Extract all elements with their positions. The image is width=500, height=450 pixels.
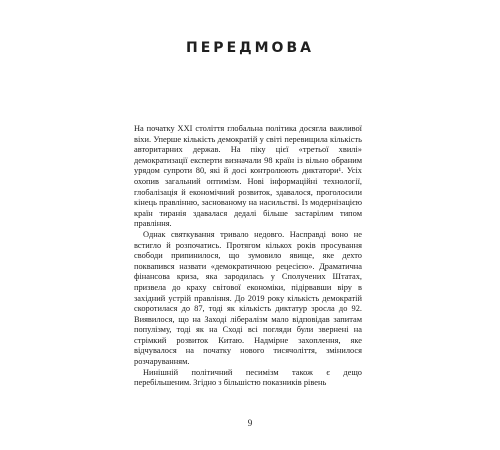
paragraph: Нинішній політичний песимізм також є дещо перебільшеним. Згідно з більшістю показників рівень bbox=[134, 367, 362, 388]
paragraph: Однак святкування тривало недовго. Насправді воно не встигло й розпочатись. Протягом кількох років просування свободи припинилося, що зумовило явище, яке дехто поквапився назвати «демократичною рецесією». Драматична фінансова криза, яка зародилась у Сполучених Штатах, призвела до краху світової економіки, підірвавши віру в західний устрій правління. До 2019 року кількість демократій скоротилася до 87, тоді як кількість диктатур зросла до 92. Виявилося, що на Заході лібералізм мало відповідав запитам популізму, тоді як на Сході всі погляди були звернені на стрімкий розвиток Китаю. Надмірне захоплення, яке відчувалося на початку нового тисячоліття, змінилося розчаруванням. bbox=[134, 229, 362, 367]
paragraph: На початку XXI століття глобальна політика досягла важливої віхи. Уперше кількість демократій у світі перевищила кількість авторитарних держав. На піку цієї «третьої хвилі» демократизації експерти визначали 98 країн із вільно обраним урядом супроти 80, які й досі контролюють диктатори¹. Усіх охопив загальний оптимізм. Нові інформаційні технології, глобалізація й економічний розвиток, здавалося, проголосили кінець правлінню, заснованому на насильстві. Із модернізацією країн тиранія здавалася дедалі більше застарілим типом правління. bbox=[134, 124, 362, 229]
body-text bbox=[134, 124, 362, 389]
page-title: ПЕРЕДМОВА bbox=[186, 40, 314, 56]
page-number: 9 bbox=[247, 418, 253, 428]
